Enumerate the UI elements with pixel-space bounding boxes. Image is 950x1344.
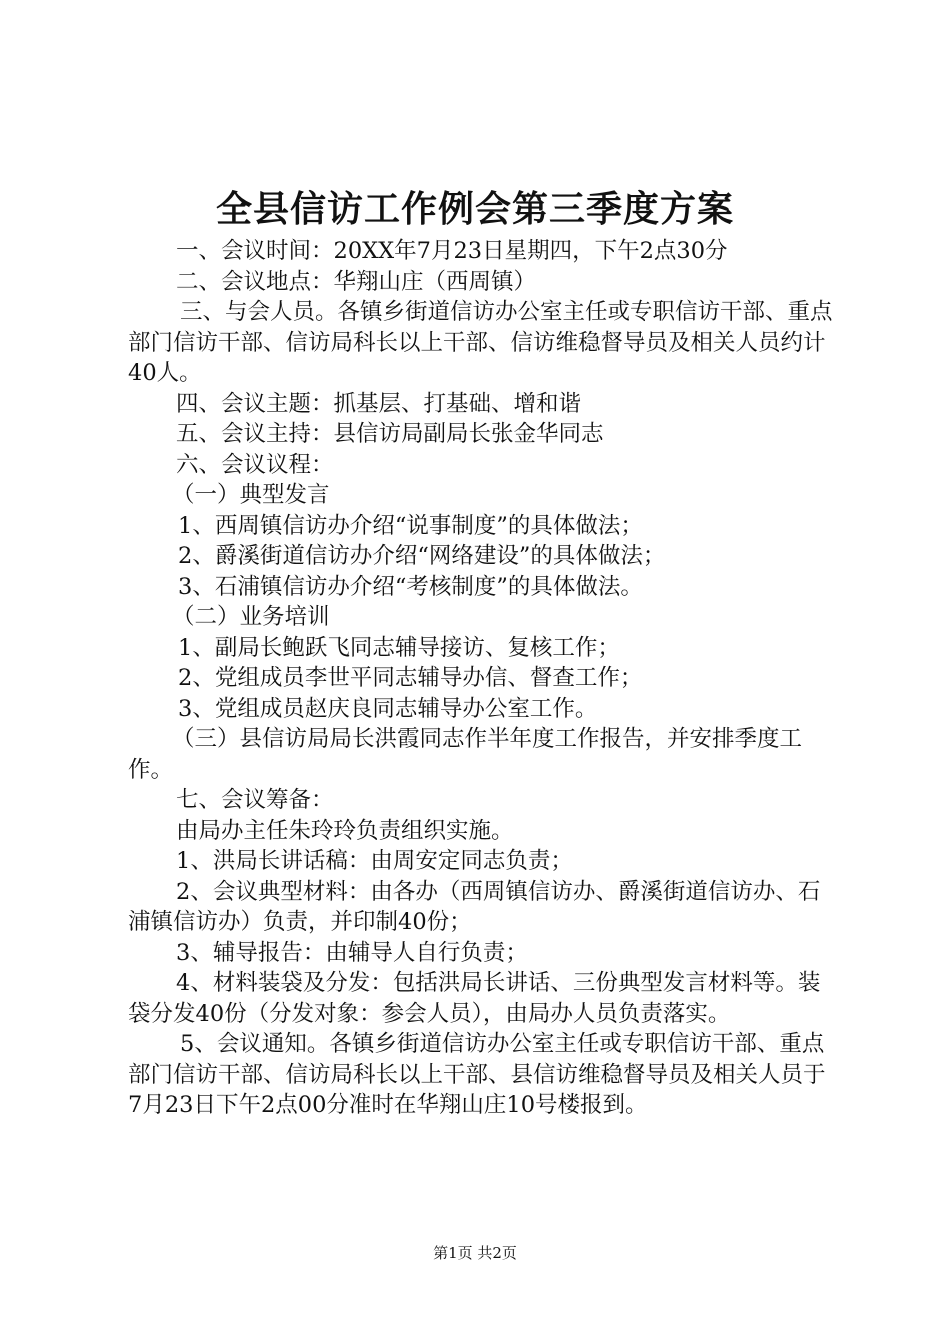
document-body: [128, 236, 838, 1121]
paragraph-organizer: 由局办主任朱玲玲负责组织实施。: [176, 817, 514, 844]
paragraph-meeting-time: 一、会议时间：20XX年7月23日星期四，下午2点30分: [176, 238, 728, 264]
paragraph-agenda-section-3: （三）县信访局局长洪霞同志作半年度工作报告，并安排季度工作。: [128, 726, 803, 783]
paragraph-preparation-item: 3、辅导报告：由辅导人自行负责；: [176, 939, 528, 966]
document-title: 全县信访工作例会第三季度方案: [215, 188, 734, 230]
paragraph-agenda-item: 2、爵溪街道信访办介绍“网络建设”的具体做法；: [178, 543, 666, 569]
paragraph-preparation-item: 1、洪局长讲话稿：由周安定同志负责；: [176, 848, 573, 874]
paragraph-agenda-section-2: （二）业务培训: [172, 604, 330, 630]
paragraph-preparation-item: 5、会议通知。各镇乡街道信访办公室主任或专职信访干部、重点部门信访干部、信访局科长以上干部、县信访维稳督导员及相关人员于7月23日下午2点00分准时在华翔山庄10号楼报到。: [128, 1031, 826, 1118]
paragraph-attendees: 三、与会人员。各镇乡街道信访办公室主任或专职信访干部、重点部门信访干部、信访局科长以上干部、信访维稳督导员及相关人员约计40人。: [128, 299, 833, 386]
paragraph-host: 五、会议主持：县信访局副局长张金华同志: [176, 421, 604, 447]
paragraph-agenda: 六、会议议程：: [176, 451, 334, 478]
paragraph-agenda-item: 2、党组成员李世平同志辅导办信、督查工作；: [178, 665, 643, 691]
paragraph-agenda-item: 1、西周镇信访办介绍“说事制度”的具体做法；: [178, 512, 643, 539]
paragraph-meeting-location: 二、会议地点：华翔山庄（西周镇）: [176, 268, 537, 295]
page-footer: 第1页 共2页: [433, 1244, 517, 1262]
paragraph-theme: 四、会议主题：抓基层、打基础、增和谐: [176, 390, 582, 417]
paragraph-agenda-section-1: （一）典型发言: [172, 482, 330, 508]
paragraph-preparation-item: 4、材料装袋及分发：包括洪局长讲话、三份典型发言材料等。装袋分发40份（分发对象：参会人员），由局办人员负责落实。: [128, 970, 821, 1027]
paragraph-agenda-item: 1、副局长鲍跃飞同志辅导接访、复核工作；: [178, 634, 620, 661]
paragraph-agenda-item: 3、党组成员赵庆良同志辅导办公室工作。: [178, 695, 598, 722]
paragraph-agenda-item: 3、石浦镇信访办介绍“考核制度”的具体做法。: [178, 573, 643, 600]
paragraph-preparation-item: 2、会议典型材料：由各办（西周镇信访办、爵溪街道信访办、石浦镇信访办）负责，并印制40份；: [128, 878, 821, 935]
paragraph-preparation: 七、会议筹备：: [176, 787, 334, 813]
